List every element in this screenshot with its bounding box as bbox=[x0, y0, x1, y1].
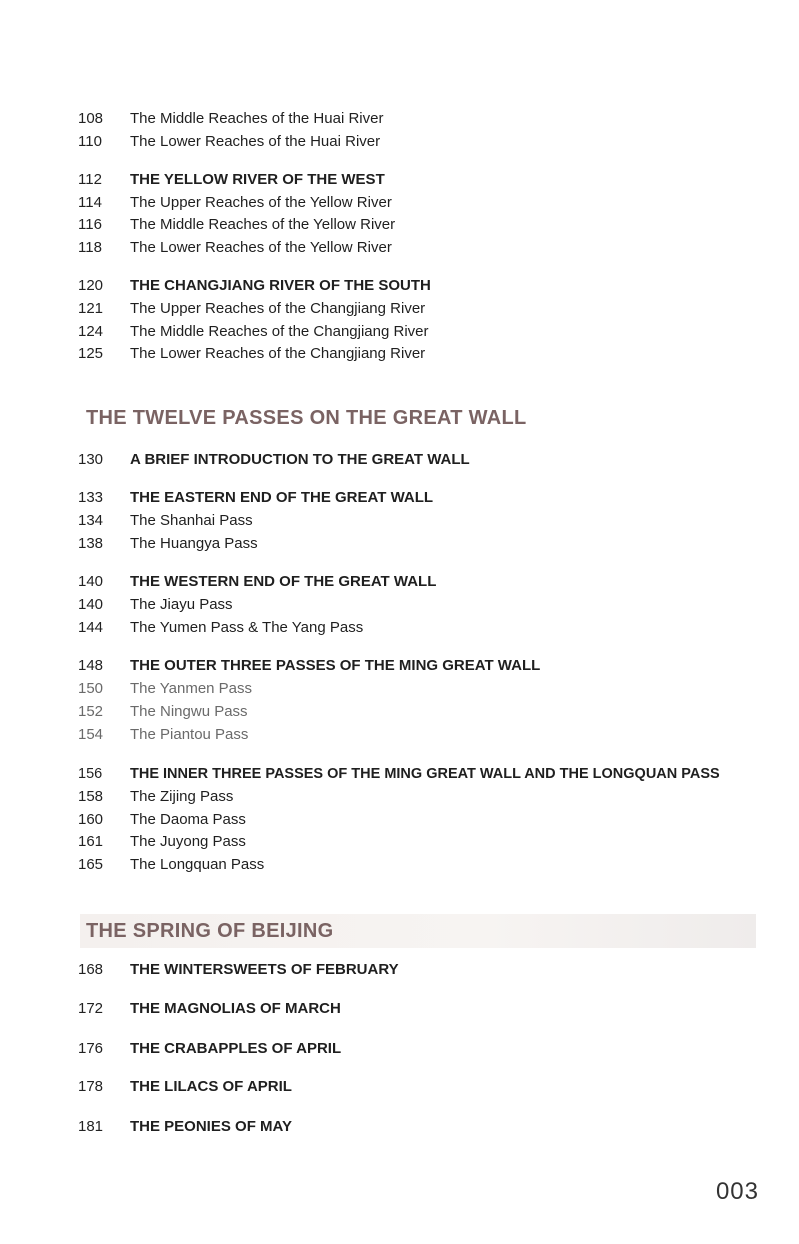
page-ref: 108 bbox=[78, 110, 104, 127]
page-ref: 138 bbox=[78, 535, 104, 552]
page-ref: 140 bbox=[78, 596, 104, 613]
page-ref: 168 bbox=[78, 961, 104, 978]
entry-title: The Longquan Pass bbox=[130, 856, 265, 873]
section-heading-great-wall: THE TWELVE PASSES ON THE GREAT WALL bbox=[86, 407, 527, 429]
toc-entry bbox=[78, 810, 778, 830]
page-ref: 152 bbox=[78, 703, 104, 720]
page-ref: 116 bbox=[78, 216, 102, 233]
entry-title: The Lower Reaches of the Changjiang River bbox=[130, 345, 426, 362]
section-heading-spring: THE SPRING OF BEIJING bbox=[80, 914, 756, 948]
entry-title: THE WINTERSWEETS OF FEBRUARY bbox=[130, 961, 399, 978]
toc-entry bbox=[78, 656, 778, 676]
page-ref: 150 bbox=[78, 680, 104, 697]
page-ref: 172 bbox=[78, 1000, 104, 1017]
entry-title: The Middle Reaches of the Yellow River bbox=[130, 216, 396, 233]
page-ref: 154 bbox=[78, 726, 104, 743]
toc-entry bbox=[78, 488, 778, 508]
toc-entry bbox=[78, 572, 778, 592]
toc-entry bbox=[78, 832, 778, 852]
toc-entry bbox=[78, 322, 778, 342]
entry-title: THE EASTERN END OF THE GREAT WALL bbox=[130, 489, 434, 506]
page-ref: 125 bbox=[78, 345, 104, 362]
toc-entry bbox=[78, 215, 778, 235]
toc-entry bbox=[78, 725, 778, 745]
toc-entry bbox=[78, 238, 778, 258]
page-ref: 124 bbox=[78, 323, 104, 340]
page-ref: 156 bbox=[78, 766, 103, 782]
page-ref: 110 bbox=[78, 133, 102, 150]
toc-entry bbox=[78, 1117, 778, 1137]
toc-entry bbox=[78, 170, 778, 190]
toc-entry bbox=[78, 109, 778, 129]
page-ref: 140 bbox=[78, 573, 104, 590]
toc-entry bbox=[78, 450, 778, 470]
toc-entry bbox=[78, 132, 778, 152]
entry-title: The Zijing Pass bbox=[130, 788, 234, 805]
entry-title: THE PEONIES OF MAY bbox=[130, 1118, 292, 1135]
entry-title: THE CHANGJIANG RIVER OF THE SOUTH bbox=[130, 277, 431, 294]
page-ref: 176 bbox=[78, 1040, 104, 1057]
entry-title: THE YELLOW RIVER OF THE WEST bbox=[130, 171, 385, 188]
page-ref: 130 bbox=[78, 451, 104, 468]
entry-title: THE CRABAPPLES OF APRIL bbox=[130, 1040, 342, 1057]
entry-title: A BRIEF INTRODUCTION TO THE GREAT WALL bbox=[130, 451, 470, 468]
entry-title: THE WESTERN END OF THE GREAT WALL bbox=[130, 573, 437, 590]
page-ref: 120 bbox=[78, 277, 104, 294]
page-ref: 134 bbox=[78, 512, 104, 529]
entry-title: The Daoma Pass bbox=[130, 811, 246, 828]
entry-title: The Shanhai Pass bbox=[130, 512, 253, 529]
entry-title: The Piantou Pass bbox=[130, 726, 249, 743]
entry-title: The Jiayu Pass bbox=[130, 596, 233, 613]
page-ref: 112 bbox=[78, 171, 102, 188]
toc-entry bbox=[78, 999, 778, 1019]
entry-title: The Yumen Pass & The Yang Pass bbox=[130, 619, 364, 636]
toc-entry bbox=[78, 855, 778, 875]
page-ref: 148 bbox=[78, 657, 104, 674]
toc-entry bbox=[78, 193, 778, 213]
entry-title: The Juyong Pass bbox=[130, 833, 246, 850]
toc-entry bbox=[78, 679, 778, 699]
entry-title: The Middle Reaches of the Huai River bbox=[130, 110, 384, 127]
entry-title: The Middle Reaches of the Changjiang River bbox=[130, 323, 429, 340]
toc-entry bbox=[78, 344, 778, 364]
toc-entry bbox=[78, 1039, 778, 1059]
toc-entry bbox=[78, 299, 778, 319]
entry-title: THE INNER THREE PASSES OF THE MING GREAT WALL AND THE LONGQUAN PASS bbox=[130, 766, 720, 782]
toc-entry bbox=[78, 960, 778, 980]
toc-entry bbox=[78, 764, 778, 784]
page-ref: 160 bbox=[78, 811, 104, 828]
entry-title: The Upper Reaches of the Yellow River bbox=[130, 194, 392, 211]
page-number: 003 bbox=[715, 1178, 759, 1205]
toc-entry bbox=[78, 1077, 778, 1097]
entry-title: The Huangya Pass bbox=[130, 535, 258, 552]
page-ref: 118 bbox=[78, 239, 102, 256]
entry-title: THE MAGNOLIAS OF MARCH bbox=[130, 1000, 341, 1017]
toc-entry bbox=[78, 787, 778, 807]
entry-title: The Yanmen Pass bbox=[130, 680, 253, 697]
entry-title: THE OUTER THREE PASSES OF THE MING GREAT WALL bbox=[130, 657, 541, 674]
toc-entry bbox=[78, 511, 778, 531]
page-ref: 165 bbox=[78, 856, 104, 873]
toc-entry bbox=[78, 534, 778, 554]
page-ref: 121 bbox=[78, 300, 104, 317]
entry-title: THE LILACS OF APRIL bbox=[130, 1078, 292, 1095]
entry-title: The Lower Reaches of the Yellow River bbox=[130, 239, 392, 256]
page-ref: 161 bbox=[78, 833, 104, 850]
toc-entry bbox=[78, 595, 778, 615]
page-ref: 178 bbox=[78, 1078, 104, 1095]
toc-entry bbox=[78, 276, 778, 296]
page-ref: 114 bbox=[78, 194, 102, 211]
entry-title: The Ningwu Pass bbox=[130, 703, 248, 720]
page-ref: 144 bbox=[78, 619, 104, 636]
page-ref: 181 bbox=[78, 1118, 104, 1135]
page-ref: 133 bbox=[78, 489, 104, 506]
entry-title: The Upper Reaches of the Changjiang River bbox=[130, 300, 426, 317]
toc-entry bbox=[78, 702, 778, 722]
toc-entry bbox=[78, 618, 778, 638]
page-ref: 158 bbox=[78, 788, 104, 805]
entry-title: The Lower Reaches of the Huai River bbox=[130, 133, 381, 150]
